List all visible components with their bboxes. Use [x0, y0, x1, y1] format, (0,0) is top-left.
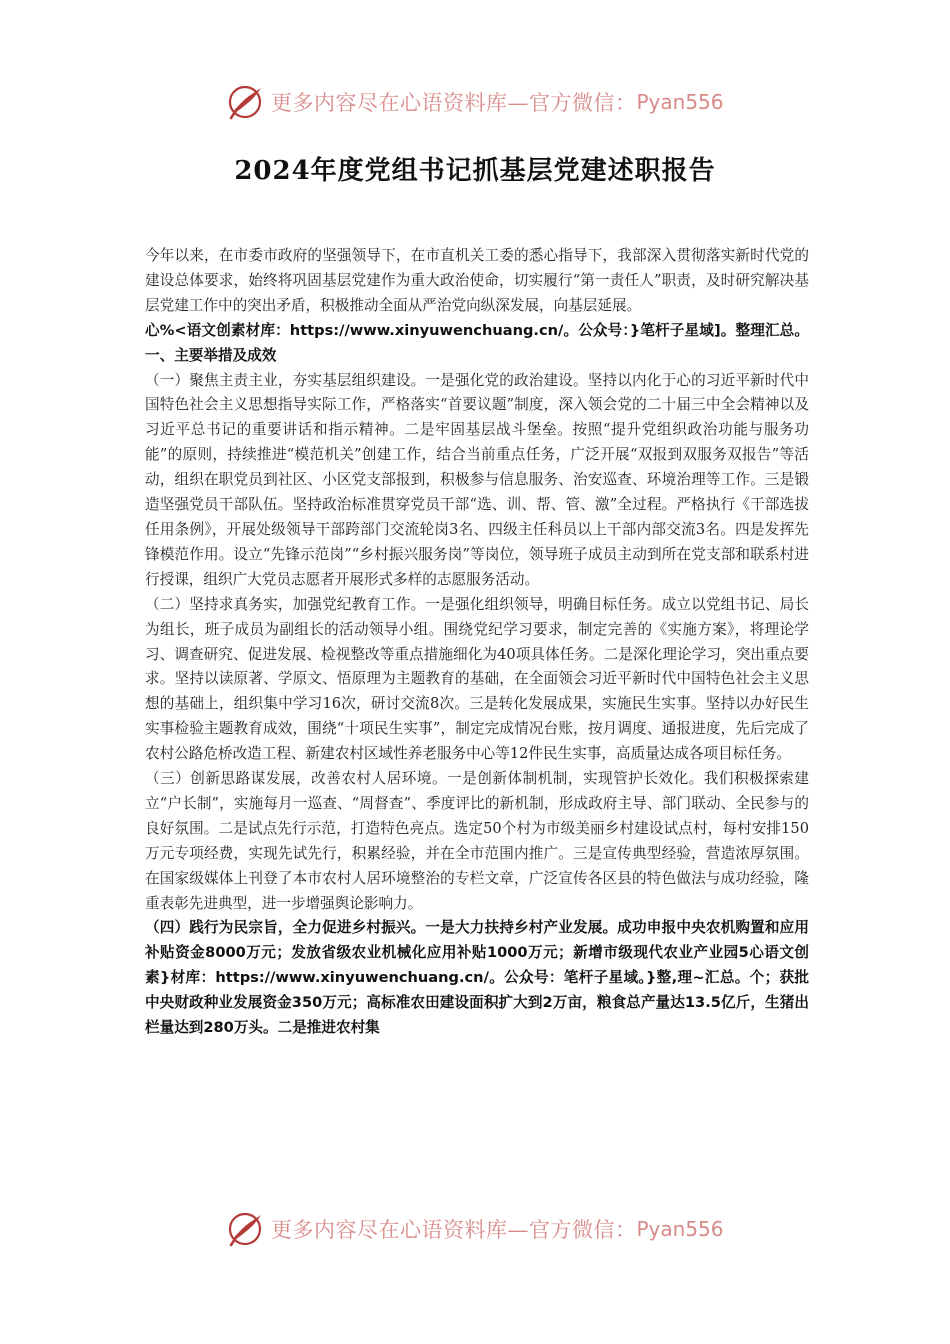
pen-logo-icon	[225, 82, 265, 122]
document-body	[145, 244, 809, 1041]
banner-text: 更多内容尽在心语资料库—官方微信：	[271, 1218, 637, 1242]
section-heading-watermark: 心%<语文创素材库：https://www.xinyuwenchuang.cn/。公众号：}笔杆子星域]。整理汇总。一、主要举措及成效	[145, 321, 809, 364]
section-3-paragraph: （三）创新思路谋发展，改善农村人居环境。一是创新体制机制，实现管护长效化。我们积极探索建立“户长制”，实施每月一巡查、“周督查”、季度评比的新机制，形成政府主导、部门联动、全民参与的良好氛围。二是试点先行示范，打造特色亮点。选定50个村为市级美丽乡村建设试点村，每村安排150万元专项经费，实现先试先行，积累经验，并在全市范围内推广。三是宣传典型经验，营造浓厚氛围。在国家级媒体上刊登了本市农村人居环境整治的专栏文章，广泛宣传各区县的特色做法与成功经验，隆重表彰先进典型，进一步增强舆论影响力。	[145, 770, 809, 912]
banner-wechat-id: Pyan556	[636, 1217, 724, 1241]
section-4-paragraph: （四）践行为民宗旨，全力促进乡村振兴。一是大力扶持乡村产业发展。成功申报中央农机购置和应用补贴资金8000万元；发放省级农业机械化应用补贴1000万元；新增市级现代农业产业园5心语文创素}材库：https://www.xinyuwenchuang.cn/。公众号：笔杆子星域。}整,理~汇总。个；获批中央财政种业发展资金350万元；高标准农田建设面积扩大到2万亩，粮食总产量达13.5亿斤，生猪出栏量达到280万头。二是推进农村集	[145, 919, 809, 1037]
document-title: 2024年度党组书记抓基层党建述职报告	[234, 156, 716, 186]
header-watermark-banner	[225, 80, 745, 124]
intro-paragraph: 今年以来，在市委市政府的坚强领导下，在市直机关工委的悉心指导下，我部深入贯彻落实新时代党的建设总体要求，始终将巩固基层党建作为重大政治使命，切实履行“第一责任人”职责，及时研究解决基层党建工作中的突出矛盾，积极推动全面从严治党向纵深发展，向基层延展。	[145, 247, 809, 314]
section-1-paragraph: （一）聚焦主责主业，夯实基层组织建设。一是强化党的政治建设。坚持以内化于心的习近平新时代中国特色社会主义思想指导实际工作，严格落实“首要议题”制度，深入领会党的二十届三中全会精神以及习近平总书记的重要讲话和指示精神。二是牢固基层战斗堡垒。按照“提升党组织政治功能与服务功能”的原则，持续推进“模范机关”创建工作，结合当前重点任务，广泛开展“双报到双服务双报告”等活动，组织在职党员到社区、小区党支部报到，积极参与信息服务、治安巡查、环境治理等工作。三是锻造坚强党员干部队伍。坚持政治标准贯穿党员干部“选、训、帮、管、激”全过程。严格执行《干部选拔任用条例》，开展处级领导干部跨部门交流轮岗3名、四级主任科员以上干部内部交流3名。四是发挥先锋模范作用。设立“先锋示范岗”“乡村振兴服务岗”等岗位，领导班子成员主动到所在党支部和联系村进行授课，组织广大党员志愿者开展形式多样的志愿服务活动。	[145, 371, 809, 588]
banner-text: 更多内容尽在心语资料库—官方微信：	[271, 91, 637, 115]
section-2-paragraph: （二）坚持求真务实，加强党纪教育工作。一是强化组织领导，明确目标任务。成立以党组书记、局长为组长，班子成员为副组长的活动领导小组。围绕党纪学习要求，制定完善的《实施方案》，将理论学习、调查研究、促进发展、检视整改等重点措施细化为40项具体任务。二是深化理论学习，突出重点要求。坚持以读原著、学原文、悟原理为主题教育的基础，在全面领会习近平新时代中国特色社会主义思想的基础上，组织集中学习16次，研讨交流8次。三是转化发展成果，实施民生实事。坚持以办好民生实事检验主题教育成效，围绕“十项民生实事”，制定完成情况台账，按月调度、通报进度，先后完成了农村公路危桥改造工程、新建农村区域性养老服务中心等12件民生实事，高质量达成各项目标任务。	[145, 595, 809, 763]
pen-logo-icon	[225, 1209, 265, 1249]
banner-wechat-id: Pyan556	[636, 90, 724, 114]
footer-watermark-banner	[225, 1207, 745, 1251]
